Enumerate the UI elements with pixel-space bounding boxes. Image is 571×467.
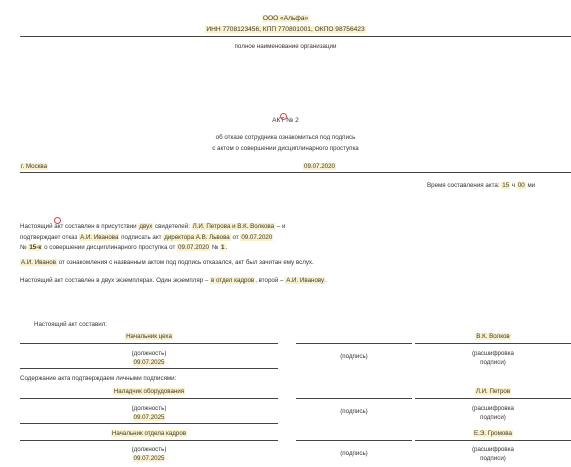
act-subtitle-1: об отказе сотрудника ознакомиться под подпись: [215, 134, 356, 141]
decoding-caption-2: подписи): [480, 359, 506, 366]
org-details: ИНН 7708123456, КПП 770801001, ОКПО 98756423: [206, 26, 365, 33]
city-date-underline: [20, 172, 571, 173]
signature-line: [296, 398, 412, 399]
signature-name: Л.И. Петров: [475, 388, 511, 395]
signature-caption: (подпись): [340, 450, 368, 457]
name-line: [415, 398, 571, 399]
position-line: [20, 440, 278, 441]
act-date: 09.07.2020: [304, 163, 335, 170]
signature-position: Наладчик оборудования: [113, 388, 185, 395]
position-line: [20, 343, 278, 344]
act-time: Время составления акта: 15 ч 00 ми: [427, 182, 536, 189]
decoding-caption: (расшифровка: [471, 446, 514, 453]
name-line: [415, 343, 571, 344]
position-caption: (должность): [131, 446, 167, 453]
signature-name: В.К. Волков: [476, 333, 510, 340]
position-line: [20, 398, 278, 399]
org-caption: полное наименование организации: [234, 43, 337, 50]
signature-line: [296, 343, 412, 344]
org-underline: [20, 36, 571, 37]
signature-date: 09.07.2025: [133, 414, 165, 421]
signature-date: 09.07.2025: [133, 455, 165, 462]
position-caption: (должность): [131, 350, 167, 357]
decoding-caption: (расшифровка: [471, 350, 514, 357]
signature-caption: (подпись): [340, 353, 368, 360]
paragraph-witnesses: Настоящий акт составлен в присутствии двух свидетелей: Л.И. Петрова и В.К. Волкова – и подтверждает отказ А.И. Иванова подписать акт директора А.В. Львова от 09.07.2020 № 15-к о совершении дисциплинарного проступка от 09.07.2020 № 1.: [20, 223, 286, 251]
signature-line: [296, 440, 412, 441]
decoding-caption-2: подписи): [480, 455, 506, 462]
act-subtitle-2: с актом о совершении дисциплинарного проступка: [212, 145, 359, 152]
act-title: АКТ № 2: [272, 117, 299, 124]
signature-name: Е.Э. Громова: [474, 430, 512, 437]
cursor-marker-icon: [280, 113, 287, 120]
signature-caption: (подпись): [340, 408, 368, 415]
org-name: ООО «Альфа»: [262, 15, 309, 22]
signature-position: Начальник отдела кадров: [111, 430, 187, 437]
signature-position: Начальник цеха: [126, 333, 172, 340]
signature-date: 09.07.2025: [133, 359, 165, 366]
name-line: [415, 440, 571, 441]
decoding-caption: (расшифровка: [471, 405, 514, 412]
act-city: г. Москва: [21, 163, 48, 170]
position-caption: (должность): [131, 405, 167, 412]
decoding-caption-2: подписи): [480, 414, 506, 421]
paragraph-refusal: А.И. Иванов от ознакомления с названным актом под подпись отказался, акт был зачитан ему вслух.: [21, 259, 314, 266]
paragraph-copies: Настоящий акт составлен в двух экземплярах. Один экземпляр – в отдел кадров, второй – А.И. Иванову.: [20, 277, 327, 284]
composed-label: Настоящий акт составил:: [34, 321, 108, 328]
date-line: [20, 368, 278, 369]
confirm-label: Содержание акта подтверждаем личными подписями:: [20, 375, 177, 382]
date-line: [20, 423, 278, 424]
